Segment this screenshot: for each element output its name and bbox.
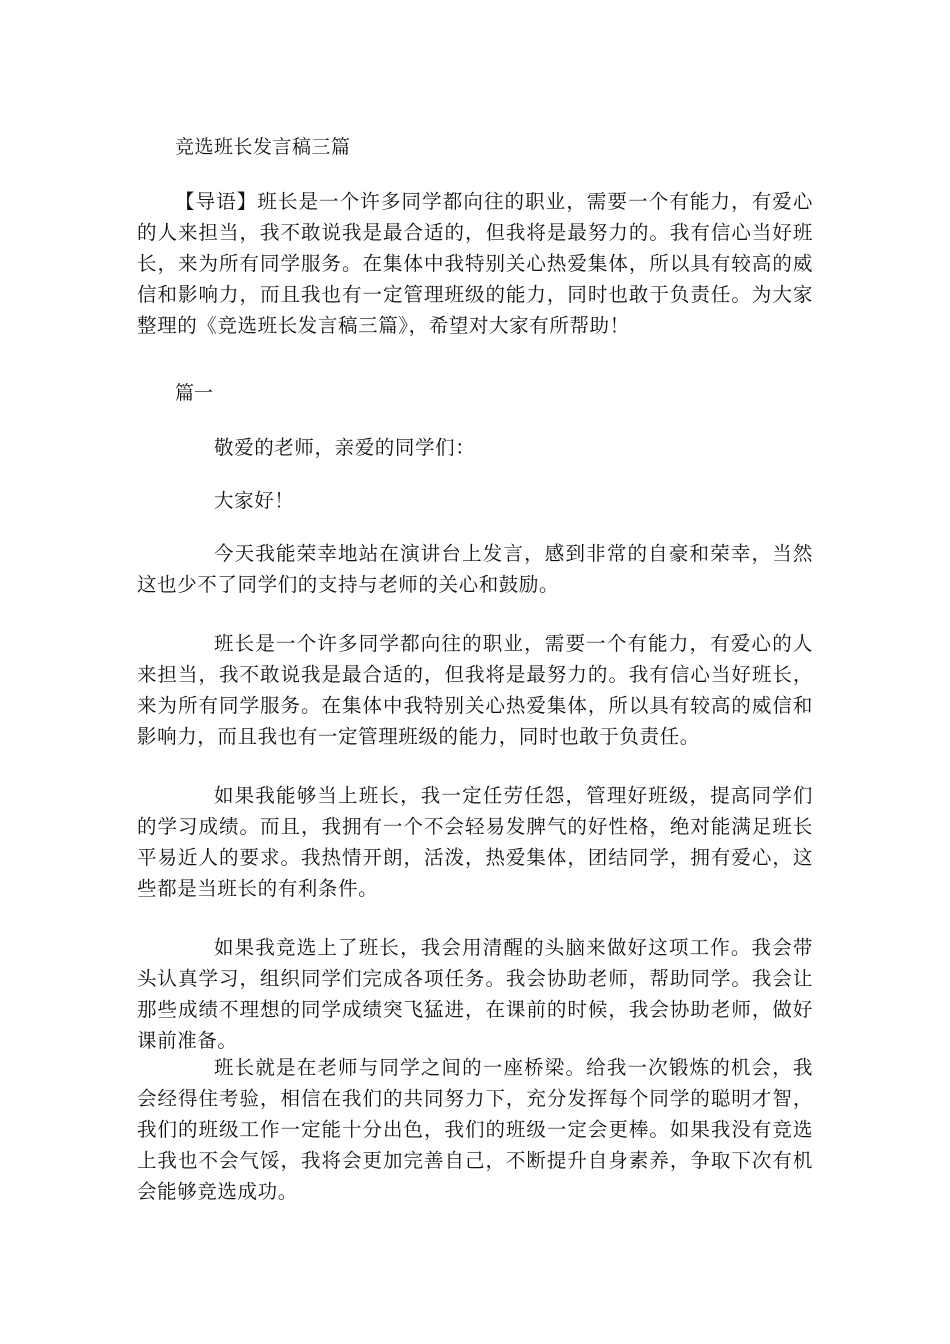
- body-paragraph-1: 今天我能荣幸地站在演讲台上发言，感到非常的自豪和荣幸，当然这也少不了同学们的支持与老师的关心和鼓励。: [137, 542, 813, 596]
- body-paragraph-3: 如果我能够当上班长，我一定任劳任怨，管理好班级，提高同学们的学习成绩。而且，我拥有一个不会轻易发脾气的好性格，绝对能满足班长平易近人的要求。我热情开朗，活泼，热爱集体，团结同学，拥有爱心，这些都是当班长的有利条件。: [137, 784, 813, 900]
- body-paragraph-2: 班长是一个许多同学都向往的职业，需要一个有能力，有爱心的人来担当，我不敢说我是最合适的，但我将是最努力的。我有信心当好班长，来为所有同学服务。在集体中我特别关心热爱集体，所以具有较高的威信和影响力，而且我也有一定管理班级的能力，同时也敢于负责任。: [137, 632, 813, 748]
- body-paragraph-5: 班长就是在老师与同学之间的一座桥梁。给我一次锻炼的机会，我会经得住考验，相信在我们的共同努力下，充分发挥每个同学的聪明才智，我们的班级工作一定能十分出色，我们的班级一定会更棒。如果我没有竞选上我也不会气馁，我将会更加完善自己，不断提升自身素养，争取下次有机会能够竞选成功。: [137, 1056, 813, 1203]
- salutation: 敬爱的老师，亲爱的同学们：: [214, 436, 476, 459]
- body-paragraph-4: 如果我竞选上了班长，我会用清醒的头脑来做好这项工作。我会带头认真学习，组织同学们完成各项任务。我会协助老师，帮助同学。我会让那些成绩不理想的同学成绩突飞猛进，在课前的时候，我会协助老师，做好课前准备。: [137, 936, 813, 1052]
- intro-paragraph: 【导语】班长是一个许多同学都向往的职业，需要一个有能力，有爱心的人来担当，我不敢说我是最合适的，但我将是最努力的。我有信心当好班长，来为所有同学服务。在集体中我特别关心热爱集体，所以具有较高的威信和影响力，而且我也有一定管理班级的能力，同时也敢于负责任。为大家整理的《竞选班长发言稿三篇》，希望对大家有所帮助！: [137, 190, 813, 337]
- document-title: 竞选班长发言稿三篇: [175, 136, 351, 158]
- section-heading: 篇一: [175, 382, 214, 404]
- greeting: 大家好！: [214, 489, 295, 512]
